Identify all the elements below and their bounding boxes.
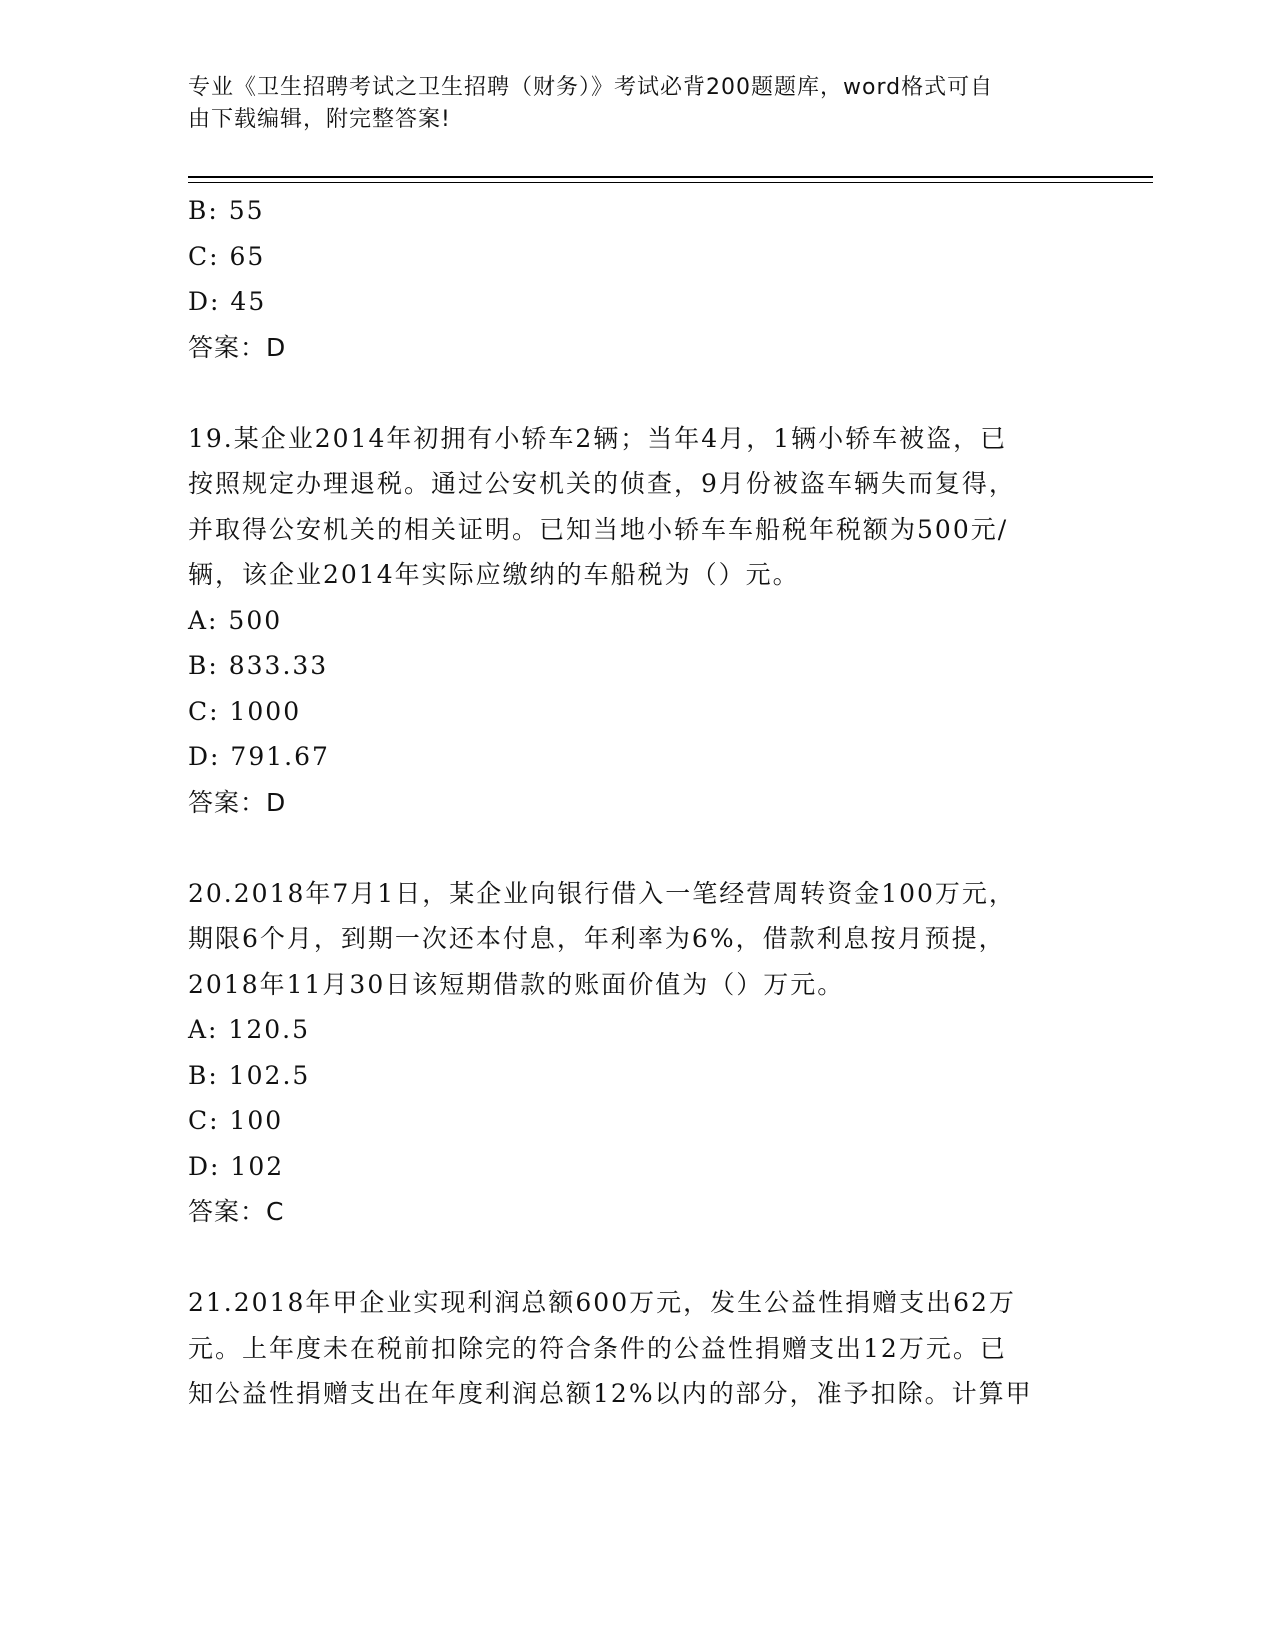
- answer-line: 答案：D: [188, 787, 287, 817]
- answer-line: 答案：C: [188, 1197, 285, 1226]
- header-rule-thick: [188, 176, 1153, 178]
- spacer: [188, 1235, 1088, 1281]
- question-line: 2018年11月30日该短期借款的账面价值为（）万元。: [188, 969, 845, 999]
- question-19: [188, 416, 1088, 826]
- header-line-2: 由下载编辑，附完整答案!: [188, 107, 451, 132]
- option-b: B: 833.33: [188, 651, 329, 680]
- previous-question-tail: [188, 188, 1088, 370]
- header-rule-thin: [188, 182, 1153, 183]
- question-21: [188, 1280, 1088, 1417]
- option-a: A: 500: [188, 605, 283, 635]
- spacer: [188, 825, 1088, 871]
- question-line: 21.2018年甲企业实现利润总额600万元，发生公益性捐赠支出62万: [188, 1288, 1016, 1317]
- question-line: 辆，该企业2014年实际应缴纳的车船税为（）元。: [188, 560, 800, 589]
- option-d: D: 45: [188, 287, 267, 316]
- option-d: D: 791.67: [188, 742, 330, 771]
- spacer: [188, 370, 1088, 416]
- answer-line: 答案：D: [188, 332, 287, 362]
- option-b: B: 55: [188, 196, 265, 225]
- option-a: A: 120.5: [188, 1015, 310, 1044]
- question-line: 并取得公安机关的相关证明。已知当地小轿车车船税年税额为500元/: [188, 514, 1009, 544]
- option-b: B: 102.5: [188, 1060, 311, 1090]
- document-header: [188, 72, 1068, 136]
- question-line: 按照规定办理退税。通过公安机关的侦查，9月份被盗车辆失而复得，: [188, 469, 1016, 498]
- option-c: C: 1000: [188, 696, 302, 726]
- option-d: D: 102: [188, 1151, 285, 1181]
- question-line: 20.2018年7月1日，某企业向银行借入一笔经营周转资金100万元，: [188, 878, 1016, 908]
- question-line: 知公益性捐赠支出在年度利润总额12%以内的部分，准予扣除。计算甲: [188, 1379, 1033, 1408]
- option-c: C: 100: [188, 1106, 284, 1135]
- document-body: [188, 188, 1088, 1417]
- question-20: [188, 871, 1088, 1235]
- option-c: C: 65: [188, 241, 266, 271]
- header-line-1: 专业《卫生招聘考试之卫生招聘（财务）》考试必背200题题库，word格式可自: [188, 75, 994, 100]
- question-line: 19.某企业2014年初拥有小轿车2辆；当年4月，1辆小轿车被盗，已: [188, 423, 1008, 453]
- question-line: 期限6个月，到期一次还本付息，年利率为6%，借款利息按月预提，: [188, 924, 1006, 953]
- question-line: 元。上年度未在税前扣除完的符合条件的公益性捐赠支出12万元。已: [188, 1333, 1007, 1363]
